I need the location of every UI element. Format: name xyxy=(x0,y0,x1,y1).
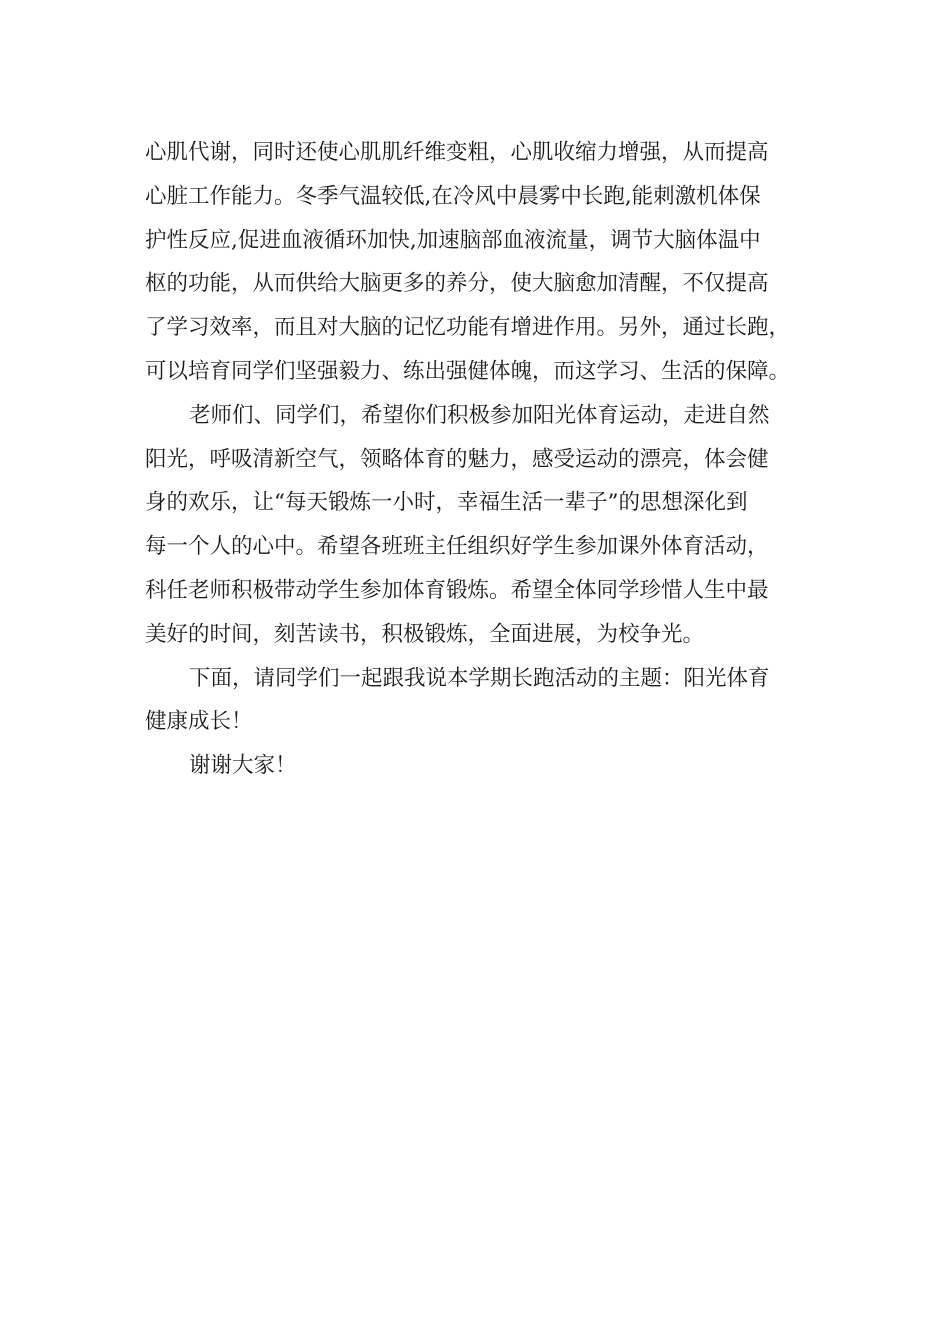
paragraph-start-line: 老师们、同学们，希望你们积极参加阳光体育运动，走进自然 xyxy=(189,402,770,428)
closing-line: 谢谢大家！ xyxy=(189,753,297,779)
text-line: 可以培育同学们坚强毅力、练出强健体魄，而这学习、生活的保障。 xyxy=(145,358,791,384)
text-line: 每一个人的心中。希望各班班主任组织好学生参加课外体育活动， xyxy=(145,534,769,560)
text-line: 科任老师积极带动学生参加体育锻炼。希望全体同学珍惜人生中最 xyxy=(145,577,769,603)
text-line: 了学习效率，而且对大脑的记忆功能有增进作用。另外，通过长跑， xyxy=(145,315,791,341)
text-line: 健康成长！ xyxy=(145,709,253,735)
text-line: 身的欢乐，让“每天锻炼一小时，幸福生活一辈子”的思想深化到 xyxy=(145,490,748,516)
paragraph-start-line: 下面，请同学们一起跟我说本学期长跑活动的主题：阳光体育 xyxy=(189,665,770,691)
speech-text xyxy=(145,131,815,788)
text-line: 枢的功能，从而供给大脑更多的养分，使大脑愈加清醒，不仅提高 xyxy=(145,271,769,297)
text-line: 心肌代谢，同时还使心肌肌纤维变粗，心肌收缩力增强，从而提高 xyxy=(145,140,769,165)
text-line: 阳光，呼吸清新空气，领略体育的魅力，感受运动的漂亮，体会健 xyxy=(145,446,769,472)
text-line: 心脏工作能力。冬季气温较低,在冷风中晨雾中长跑,能刺激机体保 xyxy=(145,183,761,209)
text-line: 美好的时间，刻苦读书，积极锻炼，全面进展，为校争光。 xyxy=(145,621,705,647)
text-line: 护性反应,促进血液循环加快,加速脑部血液流量，调节大脑体温中 xyxy=(145,227,761,253)
